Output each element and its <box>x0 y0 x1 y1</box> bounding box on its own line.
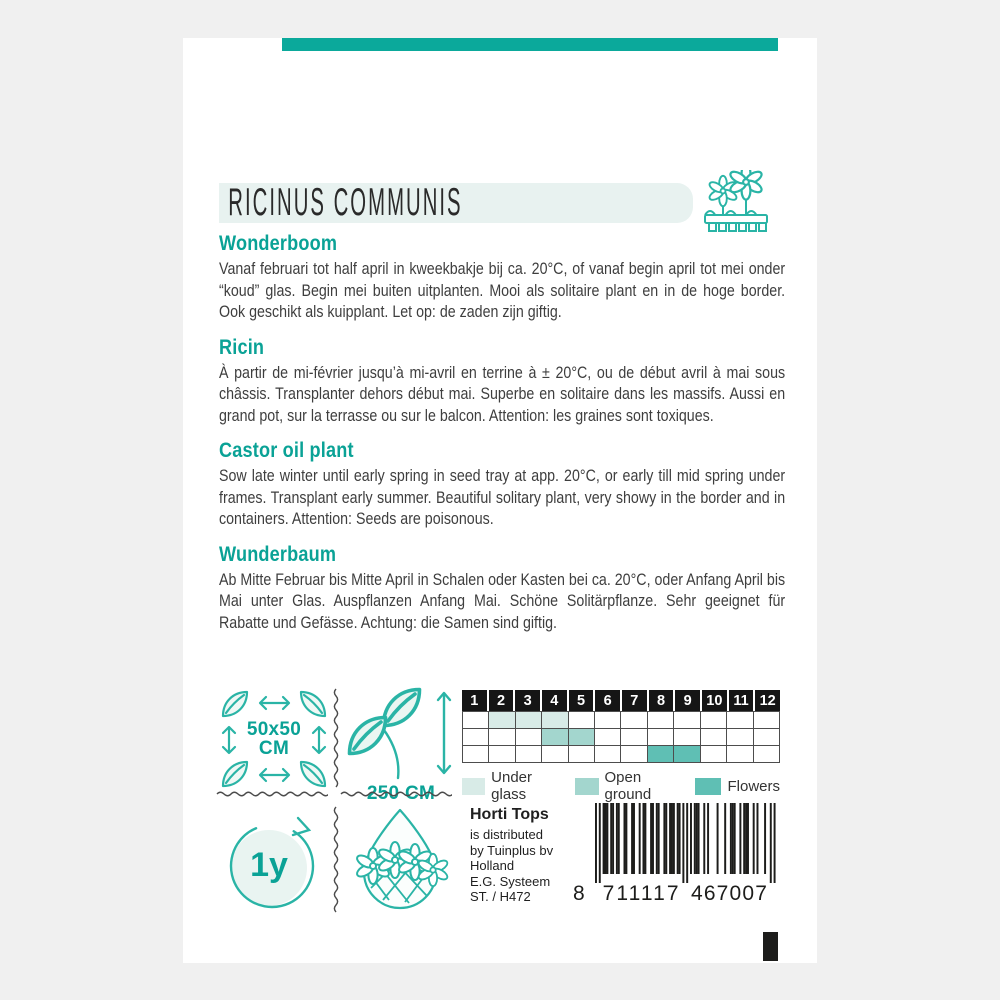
calendar-cell <box>595 729 621 746</box>
calendar-row <box>463 712 780 729</box>
calendar-cell <box>516 746 542 763</box>
svg-text:467007: 467007 <box>690 882 767 905</box>
planting-distance-icon <box>216 688 332 790</box>
section-heading: Castor oil plant <box>219 439 354 462</box>
calendar-legend <box>462 769 780 803</box>
calendar-cell <box>463 746 489 763</box>
distributor-line: is distributed <box>470 827 543 842</box>
distributor-info <box>470 806 553 905</box>
legend-swatch <box>695 778 721 795</box>
title-band <box>219 180 693 224</box>
section-heading: Ricin <box>219 335 265 359</box>
legend-item <box>462 769 562 803</box>
calendar-cell <box>674 729 700 746</box>
distributor-line: E.G. Systeem <box>470 873 551 889</box>
calendar-cell <box>489 746 515 763</box>
distributor-line: by Tuinplus bv <box>470 842 554 858</box>
section-body: Sow late winter until early spring in seed tray at app. 20°C, or early till mid spring under frames. Transplant early summer. Beautiful solitary plant, very showy in the border and in containers. Attention: Seeds are poisonous. <box>219 467 786 528</box>
spacing-unit: CM <box>258 738 290 759</box>
calendar-cell <box>674 746 700 763</box>
calendar-cell <box>569 729 595 746</box>
svg-text:8: 8 <box>573 882 585 905</box>
print-registration-mark <box>763 932 778 961</box>
calendar-cell <box>648 712 674 729</box>
month-cell: 9 <box>675 690 700 711</box>
spacing-value: 50x50 <box>246 719 302 740</box>
calendar-cell <box>701 712 727 729</box>
calendar-cell <box>674 712 700 729</box>
calendar-cell <box>727 729 753 746</box>
calendar-cell <box>489 729 515 746</box>
horizontal-divider <box>216 790 328 798</box>
calendar-cell <box>463 712 489 729</box>
brand-name: Horti Tops <box>470 806 549 823</box>
distributor-line: Holland <box>470 858 515 874</box>
barcode <box>571 803 783 905</box>
calendar-cell <box>648 729 674 746</box>
calendar-row <box>463 746 780 763</box>
calendar-cell <box>463 729 489 746</box>
svg-text:711117: 711117 <box>602 882 679 905</box>
calendar-cell <box>569 746 595 763</box>
calendar-cell <box>621 729 647 746</box>
month-cell: 8 <box>649 690 674 711</box>
lifecycle-label: 1y <box>250 845 288 884</box>
legend-label: Flowers <box>727 777 780 795</box>
calendar-cell <box>648 746 674 763</box>
page-title: RICINUS COMMUNIS <box>228 180 463 224</box>
calendar-month-header <box>462 690 780 711</box>
legend-label: Under glass <box>491 769 532 803</box>
calendar-cell <box>621 746 647 763</box>
calendar-cell <box>542 746 568 763</box>
month-cell: 10 <box>702 690 727 711</box>
annual-lifecycle-icon <box>215 808 331 916</box>
sowing-calendar <box>462 690 780 803</box>
distributor-line: ST. / H472 <box>470 889 531 905</box>
legend-swatch <box>575 778 598 795</box>
section-body: À partir de mi-février jusqu’à mi-avril en terrine à ± 20°C, ou de début avril à mai sous châssis. Transplanter dehors début mai. Superbe en solitaire dans les massifs. Aussi en grand pot, sur la terrasse ou sur le balcon. Attention: les graines sont toxiques. <box>219 363 786 425</box>
vertical-divider <box>332 806 340 915</box>
calendar-cell <box>595 746 621 763</box>
calendar-cell <box>542 712 568 729</box>
month-cell: 11 <box>729 690 754 711</box>
plant-height-label: 250 CM <box>366 783 436 804</box>
seed-packet-back <box>183 38 817 963</box>
month-cell: 2 <box>489 690 514 711</box>
section-body: Vanaf februari tot half april in kweekbakje bij ca. 20°C, of vanaf begin april tot mei onder “koud” glas. Begin mei buiten uitplanten. Mooi als solitaire plant en in de hoge border. Ook geschikt als kuipplant. Let op: de zaden zijn giftig. <box>219 260 786 321</box>
month-cell: 4 <box>542 690 567 711</box>
legend-item <box>695 778 780 795</box>
distributor-lines <box>470 827 553 905</box>
calendar-body <box>462 711 780 763</box>
calendar-cell <box>569 712 595 729</box>
top-accent-bar <box>282 38 778 51</box>
section-heading: Wonderboom <box>219 232 338 255</box>
month-cell: 7 <box>622 690 647 711</box>
section-body: Ab Mitte Februar bis Mitte April in Schalen oder Kasten bei ca. 20°C, oder Anfang April bis Mai unter Glas. Auspflanzen Anfang Mai. Schöne Solitärpflanze. Sehr geeignet für Rabatte und Gefässe. Achtung: die Samen sind giftig. <box>219 570 786 632</box>
legend-swatch <box>462 778 485 795</box>
legend-label: Open ground <box>604 769 652 803</box>
calendar-cell <box>542 729 568 746</box>
horizontal-divider <box>340 790 452 798</box>
month-cell: 1 <box>462 690 487 711</box>
calendar-row <box>463 729 780 746</box>
legend-item <box>575 769 682 803</box>
calendar-cell <box>754 712 780 729</box>
planting-distance-label <box>216 688 332 790</box>
month-cell: 6 <box>595 690 620 711</box>
calendar-cell <box>516 712 542 729</box>
calendar-cell <box>516 729 542 746</box>
section-heading: Wunderbaum <box>219 542 337 566</box>
calendar-cell <box>701 746 727 763</box>
barcode-svg <box>571 803 783 905</box>
hanging-basket-icon <box>343 804 457 918</box>
month-cell: 12 <box>755 690 780 711</box>
calendar-cell <box>595 712 621 729</box>
calendar-cell <box>727 746 753 763</box>
calendar-cell <box>754 729 780 746</box>
calendar-cell <box>489 712 515 729</box>
calendar-cell <box>754 746 780 763</box>
calendar-cell <box>727 712 753 729</box>
description-sections <box>219 232 785 646</box>
flowers-in-planter-icon <box>697 170 773 234</box>
calendar-cell <box>621 712 647 729</box>
month-cell: 3 <box>515 690 540 711</box>
calendar-cell <box>701 729 727 746</box>
vertical-divider <box>332 688 340 790</box>
month-cell: 5 <box>569 690 594 711</box>
